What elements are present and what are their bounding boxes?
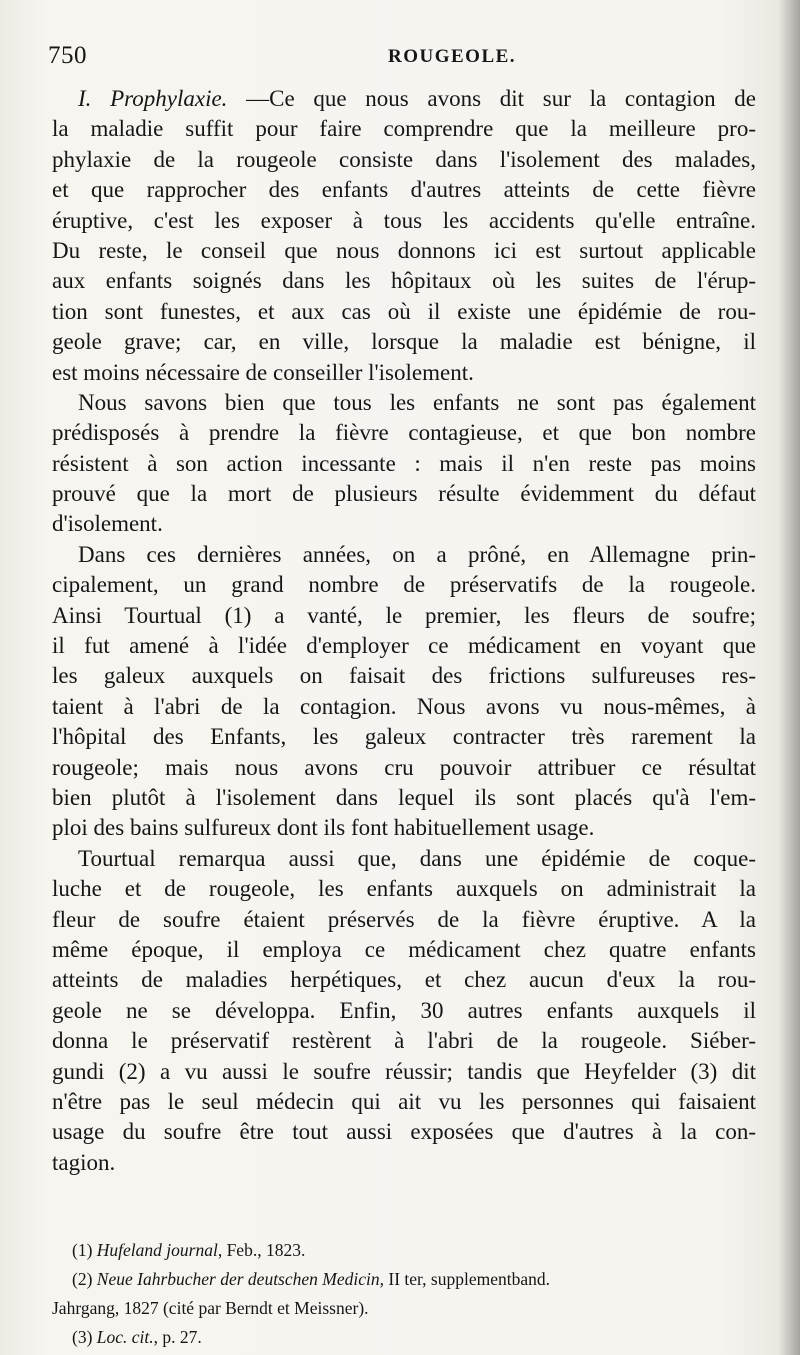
footnote-detail: , II ter, supplementband. <box>379 1269 550 1289</box>
text-line: l'hôpital des Enfants, les galeux contracter très rarement la <box>52 724 756 750</box>
text-line: atteints de maladies herpétiques, et chez aucun d'eux la rou- <box>52 967 756 993</box>
text-line: ploi des bains sulfureux dont ils font habituellement usage. <box>52 815 595 841</box>
footnote-1 <box>72 1236 762 1265</box>
text-line: les galeux auxquels on faisait des frictions sulfureuses res- <box>52 663 756 689</box>
text-line: la maladie suffit pour faire comprendre que la meilleure pro- <box>52 116 756 142</box>
text-line: donna le préservatif restèrent à l'abri de la rougeole. Siéber- <box>52 1028 756 1054</box>
text-line: résistent à son action incessante : mais il n'en reste pas moins <box>52 450 756 476</box>
text-line: tion sont funestes, et aux cas où il existe une épidémie de rou- <box>52 298 756 324</box>
paragraph-predisposition <box>52 388 756 540</box>
footnotes <box>52 1236 762 1352</box>
text-line: geole ne se développa. Enfin, 30 autres enfants auxquels il <box>52 997 756 1023</box>
paragraph-prophylaxie <box>52 84 756 388</box>
footnote-source-title: Loc. cit. <box>96 1327 154 1347</box>
text-line: taient à l'abri de la contagion. Nous avons vu nous-mêmes, à <box>52 693 756 719</box>
text-line: fleur de soufre étaient préservés de la fièvre éruptive. A la <box>52 906 756 932</box>
text-line: il fut amené à l'idée d'employer ce médicament en voyant que <box>52 633 756 659</box>
text-line: est moins nécessaire de conseiller l'isolement. <box>52 359 474 385</box>
text-line: geole grave; car, en ville, lorsque la maladie est bénigne, il <box>52 329 756 355</box>
text-line: Ainsi Tourtual (1) a vanté, le premier, les fleurs de soufre; <box>52 602 756 628</box>
text-line: éruptive, c'est les exposer à tous les accidents qu'elle entraîne. <box>52 207 756 233</box>
text-line: luche et de rougeole, les enfants auxquels on administrait la <box>52 876 756 902</box>
body-text <box>52 84 756 1178</box>
text-line: tagion. <box>52 1149 116 1175</box>
text-line: et que rapprocher des enfants d'autres atteints de cette fièvre <box>52 177 756 203</box>
text-line: même époque, il employa ce médicament chez quatre enfants <box>52 936 756 962</box>
text-line: prédisposés à prendre la fièvre contagieuse, et que bon nombre <box>52 420 756 446</box>
paragraph-tourtual <box>52 844 756 1178</box>
text-line: aux enfants soignés dans les hôpitaux où les suites de l'érup- <box>52 268 756 294</box>
text-line: gundi (2) a vu aussi le soufre réussir; tandis que Heyfelder (3) dit <box>52 1058 756 1084</box>
text-line: Du reste, le conseil que nous donnons ici est surtout applicable <box>52 237 756 263</box>
page-edge-shadow <box>778 0 800 1355</box>
text-line: cipalement, un grand nombre de préservatifs de la rougeole. <box>52 572 756 598</box>
footnote-detail: , Feb., 1823. <box>217 1240 306 1260</box>
text-line: Nous savons bien que tous les enfants ne sont pas également <box>78 389 756 415</box>
text-line: rougeole; mais nous avons cru pouvoir attribuer ce résultat <box>52 754 756 780</box>
text-line: prouvé que la mort de plusieurs résulte évidemment du défaut <box>52 481 756 507</box>
paragraph-preservatifs <box>52 540 756 844</box>
text-line: d'isolement. <box>52 511 163 537</box>
footnote-2 <box>72 1265 762 1294</box>
page-header <box>48 42 748 76</box>
footnote-detail: , p. 27. <box>153 1327 202 1347</box>
footnote-3 <box>72 1323 762 1352</box>
text-line: usage du soufre être tout aussi exposées que d'autres à la con- <box>52 1119 756 1145</box>
footnote-2-continuation: Jahrgang, 1827 (cité par Berndt et Meissner). <box>52 1298 369 1318</box>
text-line: n'être pas le seul médecin qui ait vu les personnes qui faisaient <box>52 1088 756 1114</box>
footnote-source-title: Neue Iahrbucher der deutschen Medicin <box>96 1269 380 1289</box>
footnote-marker: (2) <box>72 1269 93 1289</box>
text-line: I. Prophylaxie. —Ce que nous avons dit sur la contagion de <box>78 86 756 111</box>
text-line: Dans ces dernières années, on a prôné, en Allemagne prin- <box>78 541 756 567</box>
page-number: 750 <box>48 42 87 69</box>
text-line: phylaxie de la rougeole consiste dans l'isolement des malades, <box>52 146 756 172</box>
text-line: Tourtual remarqua aussi que, dans une épidémie de coque- <box>78 845 756 871</box>
footnote-marker: (3) <box>72 1327 93 1347</box>
section-lead-in: I. Prophylaxie. <box>78 86 228 111</box>
running-head: ROUGEOLE. <box>388 46 517 67</box>
text-line: bien plutôt à l'isolement dans lequel ils sont placés qu'à l'em- <box>52 784 756 810</box>
footnote-marker: (1) <box>72 1240 93 1260</box>
footnote-source-title: Hufeland journal <box>96 1240 218 1260</box>
